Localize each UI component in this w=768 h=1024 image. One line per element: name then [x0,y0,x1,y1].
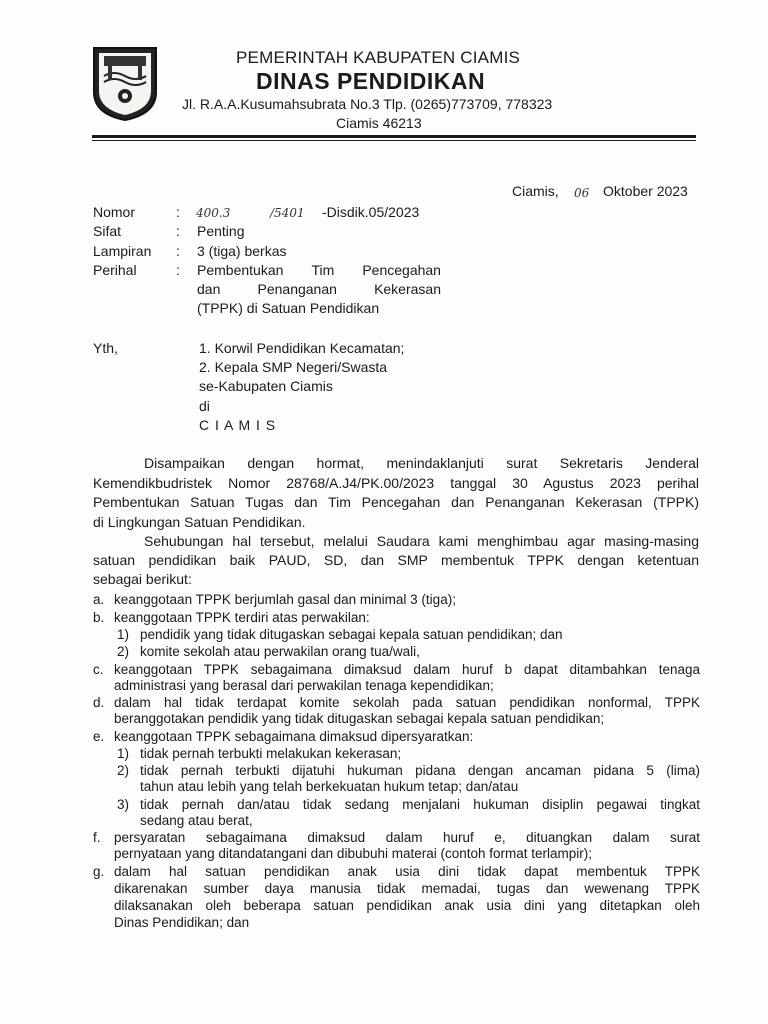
list-marker: c. [93,662,104,677]
paragraph-2-line: satuan pendidikan baik PAUD, SD, dan SMP membentuk TPPK dengan ketentuan [93,552,699,568]
recipient-item-2: 2. Kepala SMP Negeri/Swasta [199,359,388,375]
list-item-line: dalam hal satuan pendidikan anak usia dini tidak dapat membentuk TPPK [114,864,700,879]
list-marker: a. [93,592,105,607]
perihal-label: Perihal [93,262,137,278]
letterhead-agency: DINAS PENDIDIKAN [256,68,486,94]
perihal-line-1 [197,262,441,279]
list-marker: g. [93,864,105,879]
sublist-marker: 1) [117,627,130,642]
date-month-year: Oktober 2023 [603,183,688,199]
list-item-line: dilaksanakan oleh beberapa satuan pendidikan anak usia dini yang ditetapkan oleh [114,898,700,913]
colon: : [176,204,180,220]
perihal-word: Penanganan [257,281,337,297]
sifat-label: Sifat [93,223,122,239]
list-item-line: administrasi yang berasal dari perwakilan tenaga kependidikan; [114,678,494,693]
paragraph-1-line: Disampaikan dengan hormat, menindaklanjuti surat Sekretaris Jenderal [144,455,699,471]
lampiran-value: 3 (tiga) berkas [197,243,287,259]
sublist-item-line: sedang atau berat, [140,813,253,828]
sifat-value: Penting [197,223,245,239]
sublist-marker: 1) [117,746,130,761]
perihal-word: Kekerasan [374,281,441,297]
list-marker: d. [93,695,105,710]
sublist-marker: 2) [117,644,130,659]
list-item-line: beranggotakan pendidik yang tidak ditugaskan sebagai kepala satuan pendidikan; [114,711,605,726]
recipient-city: C I A M I S [199,417,277,433]
letterhead-rule [92,135,696,138]
recipient-item-1: 1. Korwil Pendidikan Kecamatan; [199,340,405,356]
list-item-line: persyaratan sebagaimana dimaksud dalam huruf e, dituangkan dalam surat [114,830,700,845]
list-marker: f. [93,830,101,845]
sublist-item-line: tidak pernah terbukti dijatuhi hukuman pidana dengan ancaman pidana 5 (lima) [140,763,700,778]
list-item-line: pernyataan yang ditandatangani dan dibubuhi materai (contoh format terlampir); [114,846,593,861]
list-marker: b. [93,610,105,625]
nomor-handwritten-2: /5401 [270,206,305,220]
sublist-item-line: tidak pernah dan/atau tidak sedang menjalani hukuman disiplin pegawai tingkat [140,797,700,812]
perihal-line-3: (TPPK) di Satuan Pendidikan [197,300,380,316]
recipient-label: Yth, [93,340,118,356]
sublist-item-line: tahun atau lebih yang telah berkekuatan hukum tetap; dan/atau [140,779,519,794]
list-marker: e. [93,729,105,744]
letterhead-rule-thin [92,140,696,141]
date-day-handwritten: 06 [574,186,590,200]
list-item-line: keanggotaan TPPK berjumlah gasal dan minimal 3 (tiga); [114,592,456,607]
colon: : [176,243,180,259]
lampiran-label: Lampiran [93,243,152,259]
list-item-line: keanggotaan TPPK sebagaimana dimaksud dalam huruf b dapat ditambahkan tenaga [114,662,700,677]
paragraph-1-line: di Lingkungan Satuan Pendidikan. [93,514,306,530]
list-item-line: keanggotaan TPPK sebagaimana dimaksud dipersyaratkan: [114,729,474,744]
regency-logo [88,42,162,122]
colon: : [176,223,180,239]
list-item-line: dikarenakan sumber daya manusia tidak memadai, tugas dan wewenang TPPK [114,881,700,896]
letterhead-address: Jl. R.A.A.Kusumahsubrata No.3 Tlp. (0265)773709, 778323 [182,96,553,112]
sublist-item-line: tidak pernah terbukti melakukan kekerasan; [140,746,402,761]
perihal-word: dan [197,281,221,297]
recipient-line-3: se-Kabupaten Ciamis [199,378,333,394]
nomor-suffix: -Disdik.05/2023 [322,204,420,220]
perihal-word: Tim [311,262,335,278]
list-item-line: dalam hal tidak terdapat komite sekolah pada satuan pendidikan nonformal, TPPK [114,695,700,710]
recipient-line-4: di [199,398,210,414]
paragraph-2-line: sebagai berikut: [93,571,192,587]
date-city: Ciamis, [512,183,559,199]
paragraph-2-line: Sehubungan hal tersebut, melalui Saudara kami menghimbau agar masing-masing [144,533,699,549]
sublist-item-line: komite sekolah atau perwakilan orang tua/wali, [140,644,420,659]
sublist-item-line: pendidik yang tidak ditugaskan sebagai kepala satuan pendidikan; dan [140,627,563,642]
perihal-word: Pembentukan [197,262,284,278]
perihal-word: Pencegahan [362,262,441,278]
colon: : [176,262,180,278]
paragraph-1-line: Pembentukan Satuan Tugas dan Tim Pencegahan dan Penanganan Kekerasan (TPPK) [93,494,699,510]
perihal-line-2 [197,281,441,298]
letterhead-city: Ciamis 46213 [336,115,422,131]
list-item-line: Dinas Pendidikan; dan [114,915,250,930]
letterhead-government: PEMERINTAH KABUPATEN CIAMIS [236,48,521,67]
nomor-label: Nomor [93,204,136,220]
list-item-line: keanggotaan TPPK terdiri atas perwakilan: [114,610,370,625]
sublist-marker: 3) [117,797,130,812]
sublist-marker: 2) [117,763,130,778]
nomor-handwritten-1: 400.3 [196,206,231,220]
paragraph-1-line: Kemendikbudristek Nomor 28768/A.J4/PK.00/2023 tanggal 30 Agustus 2023 perihal [93,475,699,491]
